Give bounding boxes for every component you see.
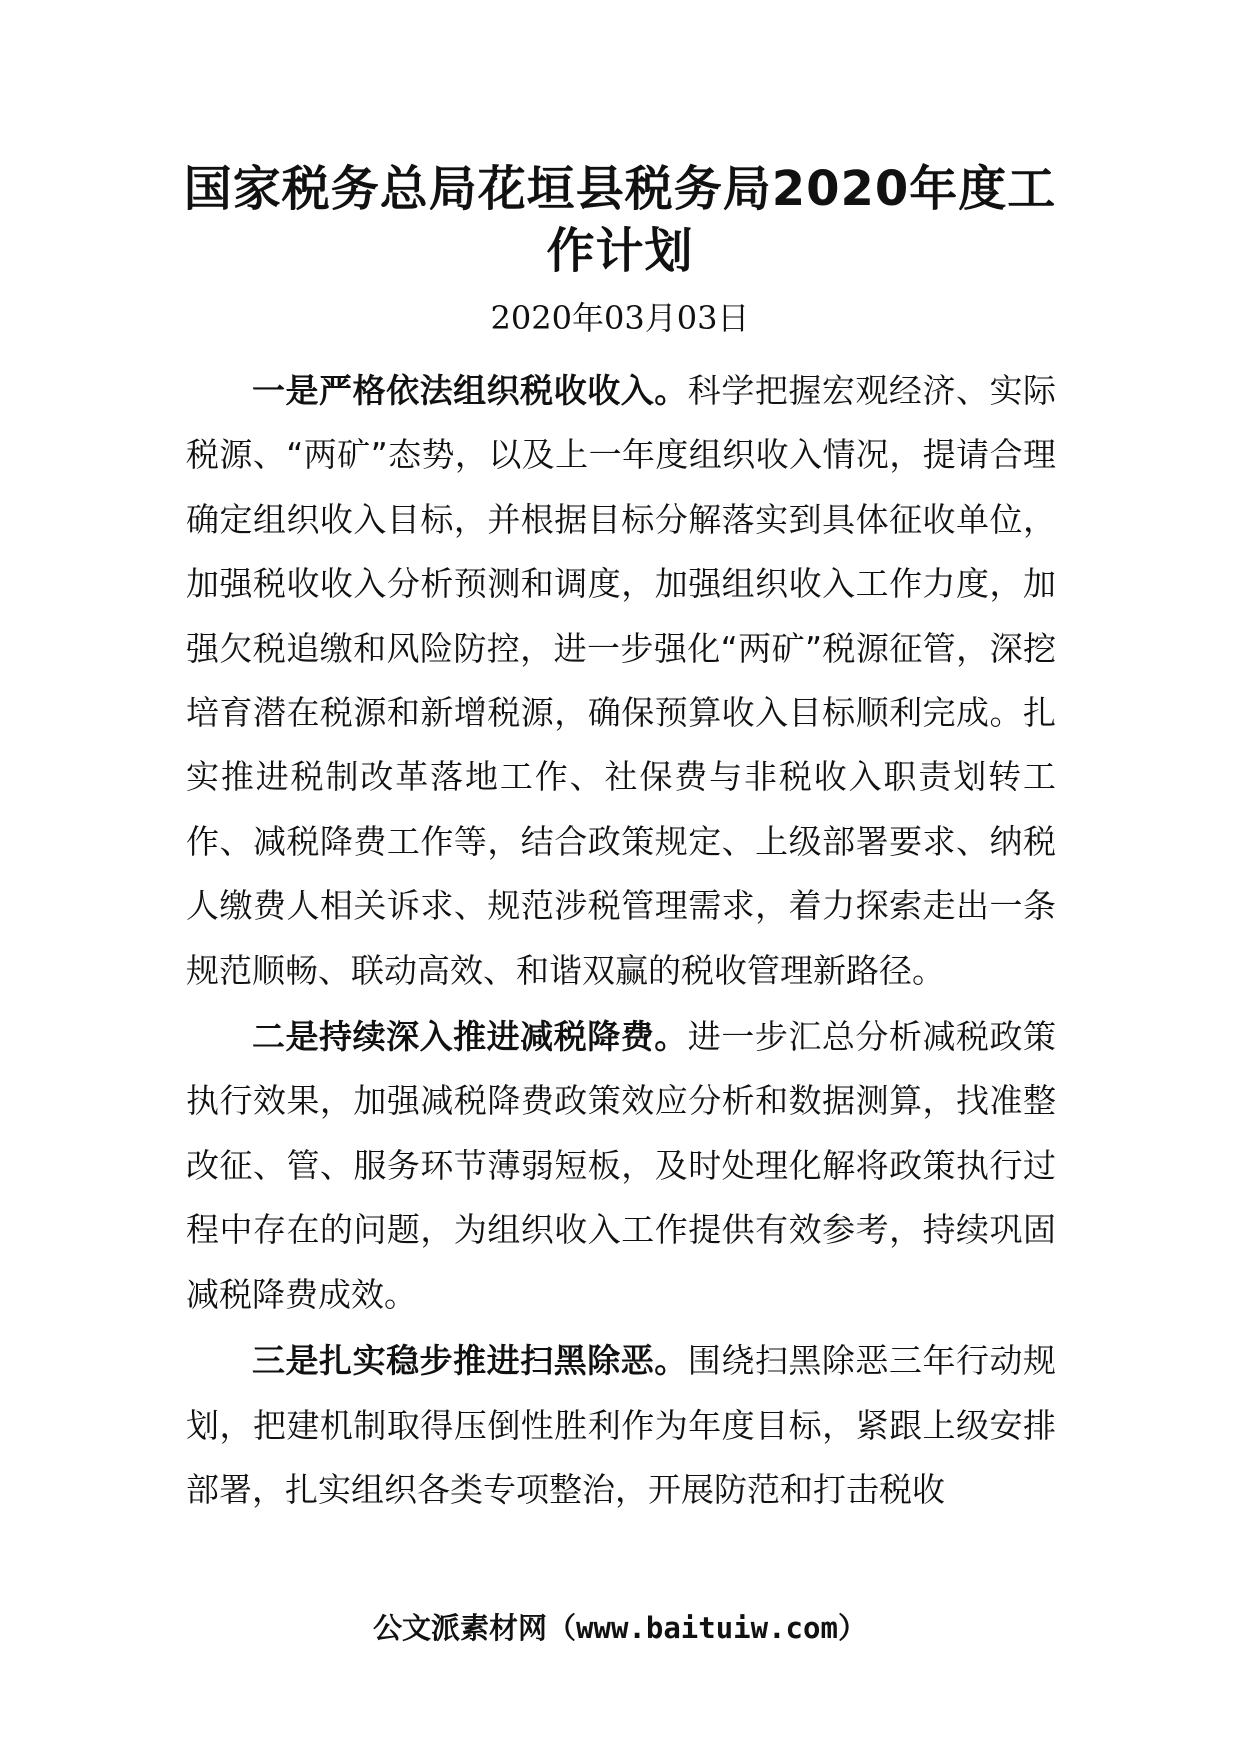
paragraph-1 <box>186 359 1056 1003</box>
paragraph-3-text: 围绕扫黑除恶三年行动规划，把建机制取得压倒性胜利作为年度目标，紧跟上级安排部署，扎实组织各类专项整治，开展防范和打击税收 <box>186 1341 1057 1509</box>
paragraph-1-text: 科学把握宏观经济、实际税源、“两矿”态势，以及上一年度组织收入情况，提请合理确定组织收入目标，并根据目标分解落实到具体征收单位，加强税收收入分析预测和调度，加强组织收入工作力度，加强欠税追缴和风险防控，进一步强化“两矿”税源征管，深挖培育潜在税源和新增税源，确保预算收入目标顺利完成。扎实推进税制改革落地工作、社保费与非税收入职责划转工作、减税降费工作等，结合政策规定、上级部署要求、纳税人缴费人相关诉求、规范涉税管理需求，着力探索走出一条规范顺畅、联动高效、和谐双赢的税收管理新路径。 <box>186 371 1057 990</box>
paragraph-2-text: 进一步汇总分析减税政策执行效果，加强减税降费政策效应分析和数据测算，找准整改征、管、服务环节薄弱短板，及时处理化解将政策执行过程中存在的问题，为组织收入工作提供有效参考，持续巩固减税降费成效。 <box>186 1017 1057 1314</box>
paragraph-3 <box>186 1329 1056 1522</box>
document-body <box>186 359 1056 1522</box>
paragraph-2-lead: 二是持续深入推进减税降费。 <box>252 1017 688 1057</box>
page-footer: 公文派素材网（www.baituiw.com） <box>373 1611 867 1645</box>
paragraph-3-lead: 三是扎实稳步推进扫黑除恶。 <box>252 1341 688 1381</box>
paragraph-2 <box>186 1005 1056 1327</box>
document-title: 国家税务总局花垣县税务局2020年度工作计划 <box>183 161 1057 279</box>
paragraph-1-lead: 一是严格依法组织税收收入。 <box>252 371 688 410</box>
document-date: 2020年03月03日 <box>490 299 750 337</box>
